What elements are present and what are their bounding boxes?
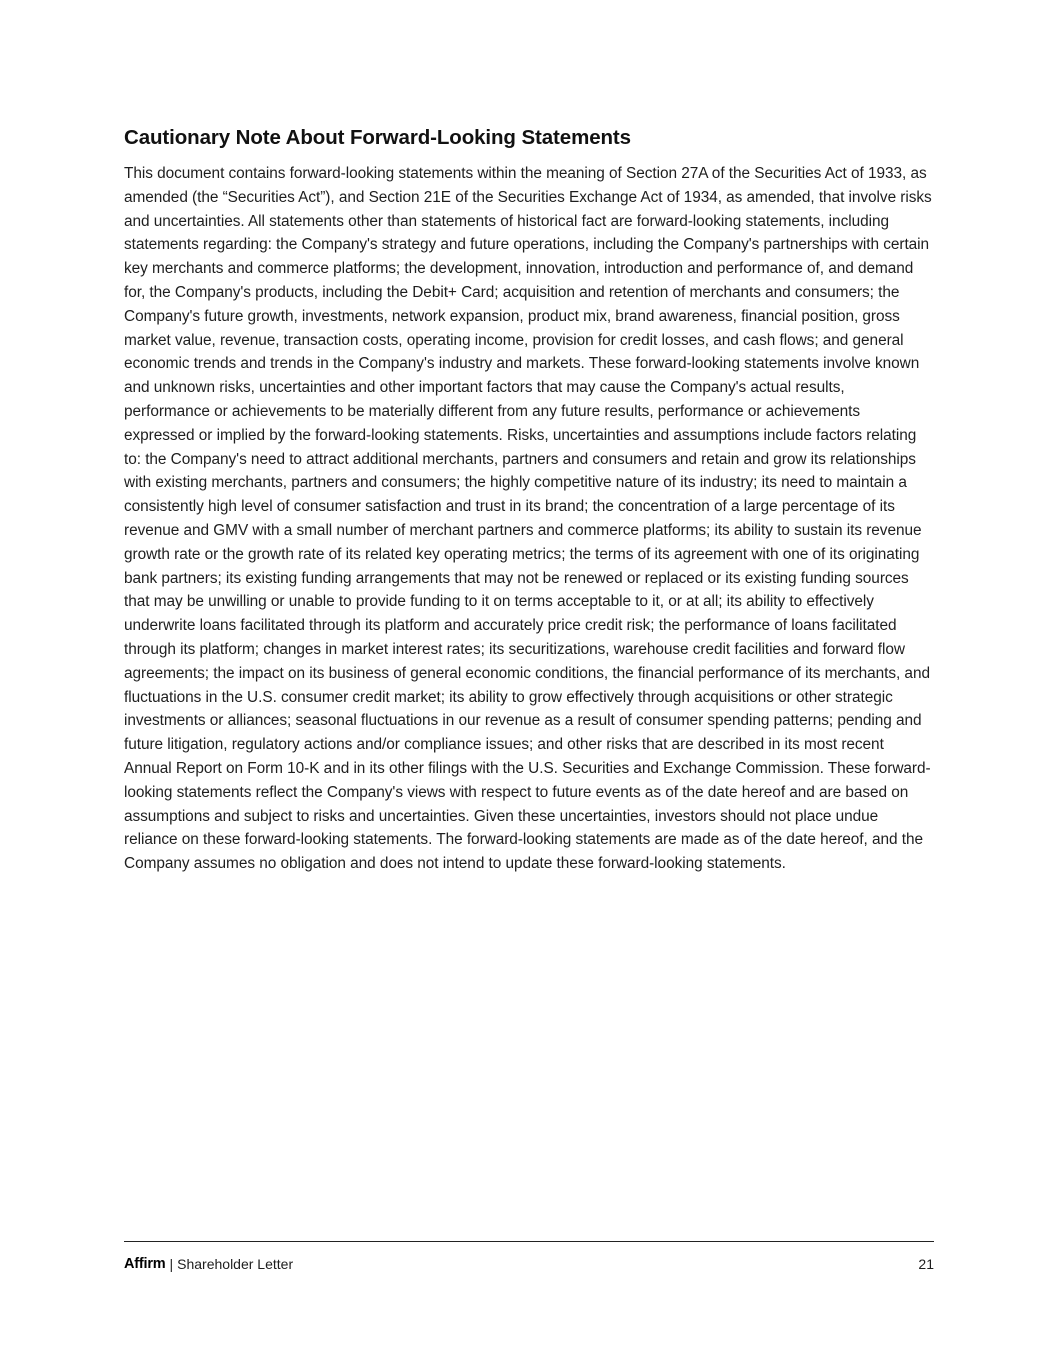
footer-left xyxy=(124,1256,293,1272)
section-title: Cautionary Note About Forward-Looking Statements xyxy=(124,126,631,149)
page-number: 21 xyxy=(918,1256,934,1272)
brand-logo: Affirm xyxy=(124,1256,166,1272)
cautionary-note-paragraph: This document contains forward-looking statements within the meaning of Section 27A of the Securities Act of 1933, as amended (the “Securities Act”), and Section 21E of the Securities Exchange Act of 1934, as amended, that involve risks and uncertainties. All statements other than statements of historical fact are forward-looking statements, including statements regarding: the Company's strategy and future operations, including the Company's partnerships with certain key merchants and commerce platforms; the development, innovation, introduction and performance of, and demand for, the Company's products, including the Debit+ Card; acquisition and retention of merchants and consumers; the Company's future growth, investments, network expansion, product mix, brand awareness, financial position, gross market value, revenue, transaction costs, operating income, provision for credit losses, and cash flows; and general economic trends and trends in the Company's industry and markets. These forward-looking statements involve known and unknown risks, uncertainties and other important factors that may cause the Company's actual results, performance or achievements to be materially different from any future results, performance or achievements expressed or implied by the forward-looking statements. Risks, uncertainties and assumptions include factors relating to: the Company's need to attract additional merchants, partners and consumers and retain and grow its relationships with existing merchants, partners and consumers; the highly competitive nature of its industry; its need to maintain a consistently high level of consumer satisfaction and trust in its brand; the concentration of a large percentage of its revenue and GMV with a small number of merchant partners and commerce platforms; its ability to sustain its revenue growth rate or the growth rate of its related key operating metrics; the terms of its agreement with one of its originating bank partners; its existing funding arrangements that may not be renewed or replaced or its existing funding sources that may be unwilling or unable to provide funding to it on terms acceptable to it, or at all; its ability to effectively underwrite loans facilitated through its platform and accurately price credit risk; the performance of loans facilitated through its platform; changes in market interest rates; its securitizations, warehouse credit facilities and forward flow agreements; the impact on its business of general economic conditions, the financial performance of its merchants, and fluctuations in the U.S. consumer credit market; its ability to grow effectively through acquisitions or other strategic investments or alliances; seasonal fluctuations in our revenue as a result of consumer spending patterns; pending and future litigation, regulatory actions and/or compliance issues; and other risks that are described in its most recent Annual Report on Form 10-K and in its other filings with the U.S. Securities and Exchange Commission. These forward-looking statements reflect the Company's views with respect to future events as of the date hereof and are based on assumptions and subject to risks and uncertainties. Given these uncertainties, investors should not place undue reliance on these forward-looking statements. The forward-looking statements are made as of the date hereof, and the Company assumes no obligation and does not intend to update these forward-looking statements. xyxy=(124,165,932,873)
footer-document-label: Shareholder Letter xyxy=(177,1256,294,1272)
page-footer xyxy=(124,1254,934,1274)
document-content xyxy=(124,122,934,876)
footer-divider xyxy=(124,1241,934,1242)
footer-separator: | xyxy=(169,1256,174,1272)
